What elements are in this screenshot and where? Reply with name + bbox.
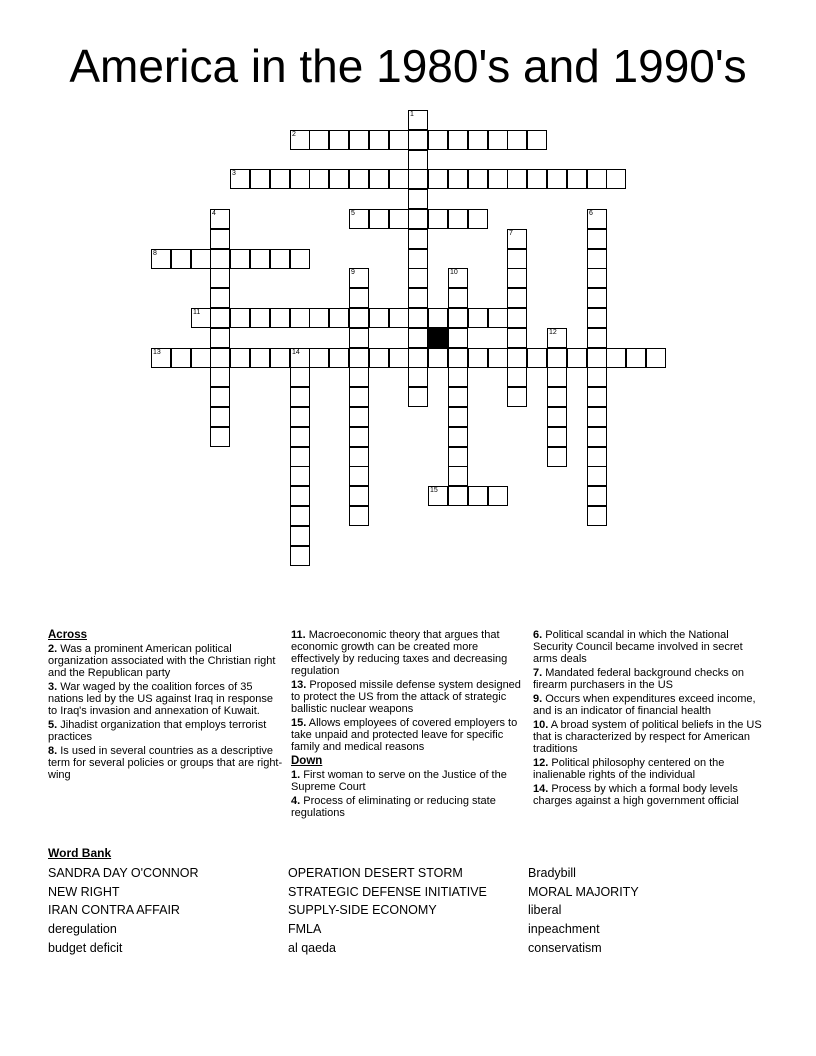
crossword-cell[interactable] (448, 427, 468, 447)
crossword-cell[interactable] (309, 348, 329, 368)
crossword-cell[interactable] (210, 367, 230, 387)
crossword-cell[interactable] (448, 169, 468, 189)
crossword-cell[interactable] (587, 447, 607, 467)
crossword-cell[interactable] (210, 308, 230, 328)
crossword-cell[interactable] (587, 249, 607, 269)
crossword-cell[interactable] (389, 308, 409, 328)
word-bank-item: inpeachment (528, 922, 600, 937)
crossword-cell[interactable] (369, 308, 389, 328)
crossword-cell[interactable] (230, 249, 250, 269)
crossword-cell[interactable] (290, 387, 310, 407)
crossword-cell[interactable] (428, 348, 448, 368)
crossword-cell[interactable] (349, 169, 369, 189)
crossword-cell[interactable] (488, 348, 508, 368)
crossword-cell[interactable] (448, 308, 468, 328)
word-bank-item: conservatism (528, 940, 602, 955)
crossword-cell[interactable] (309, 130, 329, 150)
word-bank-item: OPERATION DESERT STORM (288, 866, 463, 880)
crossword-cell[interactable] (448, 348, 468, 368)
crossword-cell[interactable] (448, 486, 468, 506)
crossword-cell[interactable] (349, 268, 369, 288)
word-bank-column-1 (48, 864, 284, 958)
crossword-cell[interactable] (468, 169, 488, 189)
word-bank-item: FMLA (288, 922, 322, 937)
crossword-cell[interactable] (507, 348, 527, 368)
crossword-cell[interactable] (349, 308, 369, 328)
crossword-cell[interactable] (349, 506, 369, 526)
word-bank-item: deregulation (48, 922, 117, 937)
crossword-cell[interactable] (369, 169, 389, 189)
word-bank-column-3 (528, 864, 764, 958)
crossword-cell[interactable] (250, 249, 270, 269)
crossword-cell[interactable] (448, 466, 468, 486)
crossword-cell[interactable] (587, 169, 607, 189)
crossword-cell[interactable] (230, 348, 250, 368)
clue-number: 2 (292, 131, 296, 138)
clue-number: 10 (450, 269, 458, 276)
crossword-cell[interactable] (507, 169, 527, 189)
crossword-cell[interactable] (428, 486, 448, 506)
crossword-cell[interactable] (369, 348, 389, 368)
crossword-cell[interactable] (210, 348, 230, 368)
down-clue-6: 6. Political scandal in which the National Security Council became involved in secret arms deals (533, 629, 743, 665)
crossword-cell[interactable] (369, 209, 389, 229)
word-bank-item: liberal (528, 903, 562, 918)
crossword-cell[interactable] (428, 308, 448, 328)
crossword-cell[interactable] (329, 348, 349, 368)
crossword-cell[interactable] (527, 348, 547, 368)
clue-number: 11 (193, 309, 201, 316)
crossword-cell[interactable] (606, 169, 626, 189)
word-bank-item: SANDRA DAY O'CONNOR (48, 866, 199, 880)
across-clue-13: 13. Proposed missile defense system designed to protect the US from the attack of strategic ballistic nuclear weapons (291, 679, 521, 715)
crossword-cell[interactable] (290, 348, 310, 368)
crossword-cell[interactable] (587, 288, 607, 308)
word-bank-item: IRAN CONTRA AFFAIR (48, 903, 180, 918)
crossword-cell[interactable] (587, 268, 607, 288)
crossword-cell[interactable] (468, 486, 488, 506)
crossword-cell[interactable] (230, 308, 250, 328)
crossword-cell[interactable] (408, 387, 428, 407)
crossword-cell[interactable] (587, 348, 607, 368)
clues-column-2 (291, 629, 527, 821)
crossword-cell[interactable] (270, 169, 290, 189)
crossword-cell[interactable] (468, 308, 488, 328)
crossword-cell[interactable] (290, 546, 310, 566)
crossword-cell[interactable] (250, 308, 270, 328)
crossword-cell[interactable] (507, 387, 527, 407)
clue-number: 7 (509, 230, 513, 237)
crossword-cell[interactable] (191, 348, 211, 368)
crossword-cell[interactable] (507, 288, 527, 308)
crossword-cell[interactable] (468, 348, 488, 368)
crossword-cell[interactable] (547, 407, 567, 427)
crossword-cell[interactable] (547, 348, 567, 368)
word-bank-item: MORAL MAJORITY (528, 884, 639, 899)
clue-number: 13 (153, 349, 161, 356)
crossword-cell[interactable] (428, 130, 448, 150)
crossword-cell[interactable] (290, 308, 310, 328)
crossword-cell[interactable] (468, 209, 488, 229)
crossword-cell[interactable] (408, 110, 428, 130)
clue-number: 14 (292, 349, 300, 356)
crossword-cell[interactable] (488, 169, 508, 189)
across-clue-11: 11. Macroeconomic theory that argues that economic growth can be created more effectively by reducing taxes and decreasing regulation (291, 629, 508, 677)
crossword-cell[interactable] (587, 229, 607, 249)
down-clue-4: 4. Process of eliminating or reducing state regulations (291, 795, 496, 819)
crossword-cell[interactable] (507, 367, 527, 387)
word-bank-item: al qaeda (288, 940, 336, 955)
crossword-cell[interactable] (448, 268, 468, 288)
crossword-cell[interactable] (448, 387, 468, 407)
crossword-cell[interactable] (210, 229, 230, 249)
crossword-cell[interactable] (349, 387, 369, 407)
crossword-cell[interactable] (587, 367, 607, 387)
crossword-cell[interactable] (329, 308, 349, 328)
down-clue-12: 12. Political philosophy centered on the inalienable rights of the individual (533, 757, 725, 781)
crossword-cell[interactable] (349, 447, 369, 467)
crossword-cell[interactable] (408, 268, 428, 288)
crossword-cell[interactable] (210, 249, 230, 269)
crossword-cell[interactable] (210, 387, 230, 407)
clue-number: 6 (589, 210, 593, 217)
crossword-cell[interactable] (270, 308, 290, 328)
crossword-cell[interactable] (507, 229, 527, 249)
crossword-cell[interactable] (270, 249, 290, 269)
crossword-cell[interactable] (349, 466, 369, 486)
crossword-cell[interactable] (389, 130, 409, 150)
crossword-cell[interactable] (389, 209, 409, 229)
crossword-cell[interactable] (270, 348, 290, 368)
crossword-cell[interactable] (290, 427, 310, 447)
crossword-cell[interactable] (547, 328, 567, 348)
crossword-cell[interactable] (448, 209, 468, 229)
crossword-cell[interactable] (587, 407, 607, 427)
crossword-cell[interactable] (448, 447, 468, 467)
crossword-cell[interactable] (408, 209, 428, 229)
crossword-cell[interactable] (309, 308, 329, 328)
crossword-cell[interactable] (210, 407, 230, 427)
crossword-cell[interactable] (349, 288, 369, 308)
crossword-cell[interactable] (507, 268, 527, 288)
down-clue-7: 7. Mandated federal background checks on firearm purchasers in the US (533, 667, 744, 691)
crossword-cell[interactable] (488, 486, 508, 506)
crossword-cell[interactable] (171, 249, 191, 269)
crossword-cell[interactable] (290, 506, 310, 526)
crossword-cell[interactable] (290, 169, 310, 189)
crossword-cell[interactable] (408, 189, 428, 209)
crossword-cell[interactable] (290, 447, 310, 467)
crossword-cell[interactable] (349, 130, 369, 150)
crossword-cell[interactable] (547, 387, 567, 407)
crossword-cell[interactable] (408, 288, 428, 308)
across-heading: Across (48, 629, 87, 641)
clue-number: 12 (549, 329, 557, 336)
crossword-cell[interactable] (646, 348, 666, 368)
word-bank-heading: Word Bank (48, 846, 112, 860)
crossword-cell[interactable] (408, 367, 428, 387)
crossword-cell[interactable] (171, 348, 191, 368)
crossword-cell[interactable] (567, 348, 587, 368)
crossword-cell[interactable] (567, 169, 587, 189)
crossword-cell[interactable] (448, 328, 468, 348)
crossword-block (428, 328, 448, 348)
crossword-cell[interactable] (606, 348, 626, 368)
across-clue-5: 5. Jihadist organization that employs terrorist practices (48, 719, 267, 743)
crossword-cell[interactable] (389, 169, 409, 189)
word-bank-item: Bradybill (528, 866, 576, 880)
crossword-cell[interactable] (448, 367, 468, 387)
down-clue-14: 14. Process by which a formal body levels charges against a high government official (533, 783, 739, 807)
crossword-cell[interactable] (448, 407, 468, 427)
crossword-cell[interactable] (349, 407, 369, 427)
crossword-cell[interactable] (250, 169, 270, 189)
clue-number: 8 (153, 250, 157, 257)
down-clue-1: 1. First woman to serve on the Justice of the Supreme Court (291, 769, 507, 793)
crossword-cell[interactable] (587, 427, 607, 447)
crossword-cell[interactable] (210, 268, 230, 288)
crossword-cell[interactable] (408, 169, 428, 189)
crossword-cell[interactable] (408, 130, 428, 150)
crossword-cell[interactable] (448, 130, 468, 150)
down-heading: Down (291, 755, 323, 767)
crossword-cell[interactable] (230, 169, 250, 189)
crossword-cell[interactable] (626, 348, 646, 368)
crossword-cell[interactable] (349, 427, 369, 447)
crossword-cell[interactable] (587, 486, 607, 506)
crossword-cell[interactable] (250, 348, 270, 368)
clue-number: 5 (351, 210, 355, 217)
crossword-cell[interactable] (210, 427, 230, 447)
crossword-cell[interactable] (349, 209, 369, 229)
crossword-cell[interactable] (408, 308, 428, 328)
crossword-cell[interactable] (507, 249, 527, 269)
crossword-cell[interactable] (547, 169, 567, 189)
crossword-cell[interactable] (408, 150, 428, 170)
crossword-cell[interactable] (349, 328, 369, 348)
crossword-cell[interactable] (349, 348, 369, 368)
crossword-cell[interactable] (290, 130, 310, 150)
crossword-cell[interactable] (587, 387, 607, 407)
clue-number: 3 (232, 170, 236, 177)
crossword-cell[interactable] (587, 466, 607, 486)
crossword-cell[interactable] (587, 308, 607, 328)
crossword-cell[interactable] (329, 169, 349, 189)
crossword-cell[interactable] (349, 486, 369, 506)
clue-number: 4 (212, 210, 216, 217)
crossword-cell[interactable] (191, 308, 211, 328)
crossword-cell[interactable] (290, 486, 310, 506)
crossword-cell[interactable] (408, 229, 428, 249)
crossword-cell[interactable] (290, 466, 310, 486)
crossword-cell[interactable] (369, 130, 389, 150)
crossword-cell[interactable] (488, 130, 508, 150)
crossword-cell[interactable] (428, 169, 448, 189)
crossword-cell[interactable] (191, 249, 211, 269)
crossword-cell[interactable] (507, 328, 527, 348)
crossword-cell[interactable] (507, 308, 527, 328)
word-bank-item: STRATEGIC DEFENSE INITIATIVE (288, 884, 487, 899)
word-bank-item: SUPPLY-SIDE ECONOMY (288, 903, 437, 918)
across-clue-3: 3. War waged by the coalition forces of 35 nations led by the US against Iraq in response to Iraq's invasion and annexation of Kuwait. (48, 681, 274, 717)
clues-column-1 (48, 629, 284, 783)
word-bank-column-2 (288, 864, 524, 958)
crossword-cell[interactable] (210, 328, 230, 348)
clue-number: 1 (410, 111, 414, 118)
crossword-cell[interactable] (587, 328, 607, 348)
crossword-cell[interactable] (587, 506, 607, 526)
across-clue-15: 15. Allows employees of covered employers to take unpaid and protected leave for specific family and medical reasons (291, 717, 518, 753)
across-clue-2: 2. Was a prominent American political organization associated with the Christian right and the Republican party (48, 643, 276, 679)
crossword-cell[interactable] (151, 249, 171, 269)
crossword-cell[interactable] (408, 328, 428, 348)
crossword-cell[interactable] (547, 367, 567, 387)
crossword-cell[interactable] (507, 130, 527, 150)
crossword-cell[interactable] (547, 427, 567, 447)
crossword-cell[interactable] (210, 209, 230, 229)
crossword-cell[interactable] (290, 526, 310, 546)
crossword-cell[interactable] (448, 288, 468, 308)
crossword-cell[interactable] (389, 348, 409, 368)
crossword-cell[interactable] (527, 169, 547, 189)
word-bank-item: NEW RIGHT (48, 884, 120, 899)
crossword-cell[interactable] (349, 367, 369, 387)
crossword-cell[interactable] (428, 209, 448, 229)
word-bank-item: budget deficit (48, 940, 123, 955)
clues-column-3 (533, 629, 769, 809)
crossword-cell[interactable] (468, 130, 488, 150)
crossword-cell[interactable] (290, 407, 310, 427)
crossword-cell[interactable] (290, 367, 310, 387)
crossword-cell[interactable] (587, 209, 607, 229)
page-title: America in the 1980's and 1990's (69, 40, 747, 92)
clue-number: 9 (351, 269, 355, 276)
crossword-cell[interactable] (488, 308, 508, 328)
crossword-cell[interactable] (151, 348, 171, 368)
across-clue-8: 8. Is used in several countries as a descriptive term for several policies or groups that are right-wing (48, 745, 283, 781)
crossword-cell[interactable] (408, 249, 428, 269)
down-clue-9: 9. Occurs when expenditures exceed income, and is an indicator of financial health (533, 693, 756, 717)
crossword-cell[interactable] (309, 169, 329, 189)
crossword-cell[interactable] (408, 348, 428, 368)
down-clue-10: 10. A broad system of political beliefs in the US that is characterized by respect for American traditions (533, 719, 762, 755)
crossword-cell[interactable] (527, 130, 547, 150)
crossword-cell[interactable] (210, 288, 230, 308)
crossword-cell[interactable] (329, 130, 349, 150)
clue-number: 15 (430, 487, 438, 494)
crossword-cell[interactable] (290, 249, 310, 269)
crossword-cell[interactable] (547, 447, 567, 467)
